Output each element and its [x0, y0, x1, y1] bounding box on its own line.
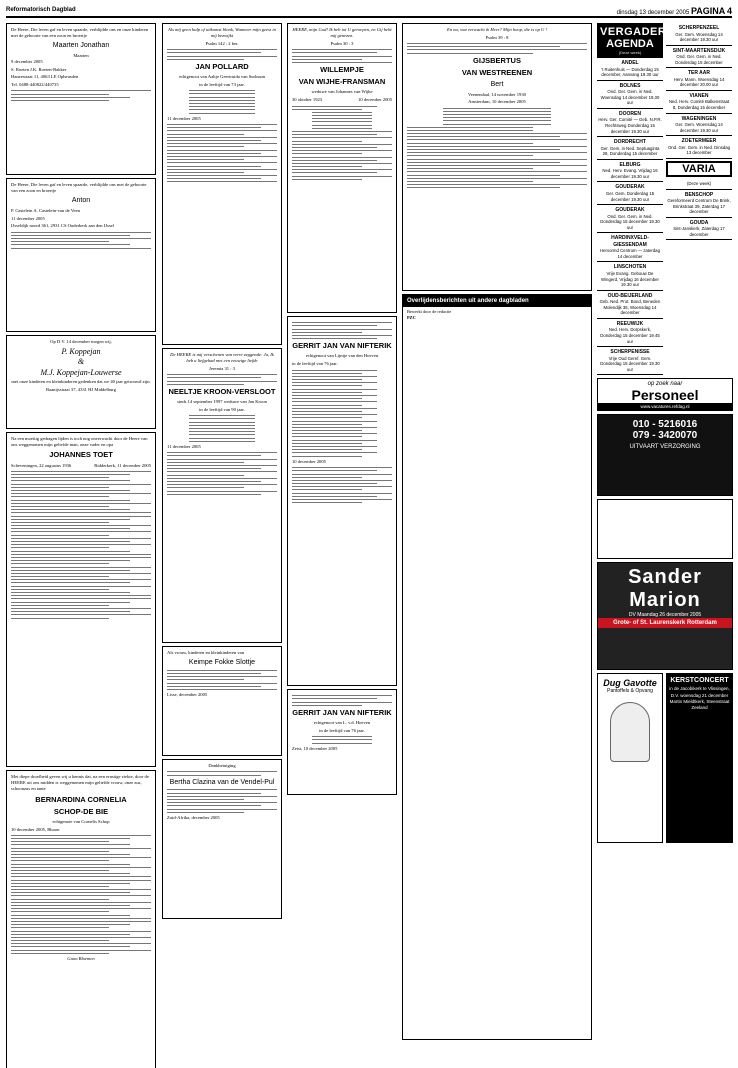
agenda-item-place: BOLNES — [619, 82, 641, 89]
agenda-item-text: Vrije Evang. Gebouw De Wingerd, Vrijdag 16 december 19.30 uur — [601, 270, 659, 288]
death-notice-van-wijhe: HEERE, mijn God! Ik heb tot U geroepen, en Gij hebt mij genezen. Psalm 30 : 3 WILLEMPJE VAN WIJHE-FRANSMAN weduwe van Johannes van Wijhe 30 oktober 1923 10 december 2005 — [287, 23, 397, 313]
agenda-item-place: DORDRECHT — [614, 139, 646, 146]
agenda-item — [597, 291, 663, 319]
agenda-item-place: GOUDERAK — [615, 207, 645, 214]
dug-gavotte-ad: Dug Gavotte Pantoffels & Opvang — [597, 673, 663, 843]
varia-header: VARIA — [666, 161, 732, 177]
agenda-item-text: Ger. Gem. Woensdag 14 december 19.30 uur — [675, 122, 723, 133]
agenda-item-text: Ger. Gem. Donderdag 15 december 19.30 uur — [605, 190, 655, 202]
agenda-item — [666, 136, 732, 159]
obituaries-other-papers: Overlijdensberichten uit andere dagbladen Bewerkt door de redactie PZC — [402, 294, 592, 1040]
deceased-name: Keimpe Fokke Slottje — [188, 659, 256, 667]
agenda-item-text: Ned. Herv. Dorpskerk, Donderdag 15 december 19.45 uur — [600, 327, 660, 344]
deceased-name: GERRIT JAN VAN NIFTERIK — [292, 341, 392, 351]
agenda-item-text: 't Ruitenhuis — Donderdag 15 december, Aanvang 19.30 uur — [601, 66, 659, 78]
christmas-concert-ad: KERSTCONCERT in de Jacobikerk te Vlissingen, D.V. woensdag 21 december Martin Mieldtkerk, Steenstraat Zeeland — [666, 673, 733, 843]
agenda-item-text: Ond. Ger. Gem. in Ned. Donderdag 15 december 19.30 uur — [600, 213, 660, 230]
agenda-item-text: Herv. Ger. Comité — Geb. N.P.R. Rechtsweg Donderdag 15 december 19.30 uur — [598, 117, 662, 134]
child-name: Anton — [71, 197, 91, 205]
deceased-name: WILLEMPJE — [320, 65, 364, 75]
column-4 — [402, 23, 592, 1043]
agenda-item — [597, 182, 663, 205]
agenda-item-text: Sint-Janskerk, Zaterdag 17 december — [673, 226, 725, 237]
deceased-name: NEELTJE KROON-VERSLOOT — [168, 387, 276, 396]
agenda-item — [666, 114, 732, 137]
agenda-item — [666, 190, 732, 218]
agenda-item — [666, 218, 732, 241]
text-lines — [11, 232, 151, 249]
column-5 — [597, 23, 733, 846]
agenda-item-text: Vrije Oud Geref. Gem. Donderdag 15 december 19.30 uur — [600, 355, 660, 372]
agenda-item-place: TER AAR — [687, 70, 711, 77]
section-pzc: PZC — [407, 315, 416, 321]
vacancy-link[interactable]: www.vacatures.refdag.nl — [598, 403, 732, 410]
newspaper-name: Reformatorisch Dagblad — [6, 7, 76, 13]
agenda-item — [666, 23, 732, 46]
agenda-item — [666, 91, 732, 114]
meeting-agenda: VERGADER- AGENDA (Deze week) ANDEL 't Ruitenhuis — Donderdag 15 december, Aanvang 19.30 uur BOLNES Ond. Ger. Gem. in Ned. Woensdag 14 december 19.30 uur DOOREN Herv. Ger. Comité — Geb. N.P.R. Rechtsweg Donderdag 15 december 19.30 uur DORDRECHT Ger. Gem. in Ned. Septuaginta 28, Donderdag 15 december ELBURG Ned. Herv. Evang. Vrijdag 16 december 19.30 uur GOUDERAK Ger. Gem. Donderdag 15 december 19.30 uur GOUDERAK Ond. Ger. Gem. in Ned. Donderdag 15 december 19.30 uur HARDINXVELD-GIESSENDAM Hervormd Centrum — zaterdag 14 december LINSCHOTEN Vrije Evang. Gebouw De Wingerd, Vrijdag 16 december 19.30 uur OUD-BEIJERLAND Geb. Ned. Prot. Bond, Beneden Molendijk 35, Woensdag 14 december REEUWIJK Ned. Herv. Dorpskerk, Donderdag 15 december 19.45 uur SCHERPENISSE Vrije Oud Geref. Gem. Donderdag 15 december 19.30 uur SCHERPENZEEL Ger. Gem. Woensdag 14 december 19.30 uur SINT-MAARTENSDIJK Ond. Ger. Gem. in Ned. Donderdag 15 december TER AAR Herv. Mann. Woensdag 14 december 20.00 uur VIANEN Ned. Herv. Comité Balkenstraat 8, Donderdag 15 december WAGENINGEN Ger. Gem. Woensdag 14 december 19.30 uur ZOETERMEER Ond. Ger. Gem. in Ned. Dinsdag 13 december VARIA (Deze week) BENSCHOP Gereformeerd Centrum De Brink, Brinkstraat 39, Zaterdag 17 december GOUDA Sint-Janskerk, Zaterdag 17 december — [597, 23, 733, 375]
agenda-item — [597, 319, 663, 347]
death-notice-pollard: Als mij geen hulp of uitkomst blonk, Wanneer mijn geest in mij bezwijkt Psalm 142 : 2 ber. JAN POLLARD echtgenoot van Aaltje Geertruida van Surksum in de leeftijd van 73 jaar. 11 december 2005 — [162, 23, 282, 345]
agenda-item-place: WAGENINGEN — [681, 115, 717, 122]
agenda-header: VERGADER- AGENDA (Deze week) — [597, 23, 663, 58]
page-date: dinsdag 13 december 2005 PAGINA 4 — [616, 6, 732, 16]
agenda-item — [597, 262, 663, 290]
agenda-item-place: GOUDERAK — [615, 184, 645, 191]
agenda-item-place: SCHERPENZEEL — [678, 25, 720, 31]
agenda-item-place: ELBURG — [619, 161, 641, 168]
concert-ad: Sander Marion DV Maandag 26 december 2005 Grote- of St. Laurenskerk Rotterdam — [597, 562, 733, 670]
birth-announcement-1: De Heere, Die leven gaf en leven spaarde, verblijdde ons en onze kinderen met de geboorte van een zoon en broertje Maarten Jonathan Maarten 9 december 2005 S. Roeten J.K. Roeten-Bakker Hanzestraat 11, 4063 LE Opheusden Tel. 0488-440822/440735 — [6, 23, 156, 175]
deceased-name: JAN POLLARD — [195, 62, 249, 71]
text-lines — [11, 835, 151, 954]
agenda-item — [597, 233, 663, 262]
thank-you-slottje: Als vrouw, kinderen en kleinkinderen van Keimpe Fokke Slottje Lisse, december 2005 — [162, 646, 282, 756]
death-notice-van-nifterik-2: GERRIT JAN VAN NIFTERIK echtgenoot van L. v.d. Hoeven in de leeftijd van 76 jaar. Zeist, 10 december 2005 — [287, 689, 397, 795]
deceased-name: JOHANNES TOET — [49, 450, 113, 460]
funeral-service-ad: 010 - 5216016 079 - 3420070 UITVAART VERZORGING — [597, 414, 733, 496]
agenda-item-place: SCHERPENISSE — [610, 349, 650, 356]
column-1 — [6, 23, 156, 1068]
deceased-name: GIJSBERTUS — [473, 55, 521, 65]
agenda-item-place: HARDINXVELD-GIESSENDAM — [611, 235, 649, 248]
agenda-item-place: REEUWIJK — [616, 320, 644, 327]
agenda-item-place: BENSCHOP — [684, 191, 714, 198]
agenda-item-text: Geb. Ned. Prot. Bond, Beneden Molendijk 35, Woensdag 14 december — [599, 299, 661, 316]
agenda-item-text: Gereformeerd Centrum De Brink, Brinkstraat 39, Zaterdag 17 december — [667, 198, 731, 215]
agenda-list-left — [597, 58, 663, 375]
death-notice-van-nifterik-1: GERRIT JAN VAN NIFTERIK echtgenoot van Lijntje van den Hoeven in de leeftijd van 76 jaar. 10 december 2005 — [287, 316, 397, 686]
anniversary-announcement: Op D.V. 14 december mogen wij, P. Koppejan & M.J. Koppejan-Louwerse met onze kinderen en kleinkinderen gedenken dat we 40 jaar getrouwd zijn. Baanijsstraat 37, 4331 HJ Middelburg — [6, 335, 156, 429]
agenda-item-text: Ned. Herv. Comité Balkenstraat 8, Donderdag 15 december — [668, 99, 730, 111]
slipper-image — [610, 702, 650, 762]
death-notice-van-westreenen: En nu, wat verwacht ik Heer? Mijn hoop, die is op U ! Psalm 39 : 8 GIJSBERTUS VAN WESTREENEN Bert Veenendaal, 14 november 1930 Amsterdam, 10 december 2005 — [402, 23, 592, 291]
birth-announcement-2: De Heere, Die leven gaf en leven spaarde, verblijdde ons met de geboorte van een zoon en broertje Anton P. Castelein A. Castelein-van de Veen 11 december 2005 IJsseldijk noord 361, 2931 CS Ouderkerk aan den IJssel — [6, 178, 156, 332]
thank-you-vendel: Dankbetuiging Bertha Clazina van de Vendel-Pul Zuid-Afrika, december 2005 — [162, 759, 282, 919]
agenda-item — [597, 109, 663, 137]
column-3 — [287, 23, 397, 798]
agenda-item — [597, 205, 663, 233]
agenda-item-text: Ger. Gem. Woensdag 14 december 19.30 uur — [675, 31, 723, 43]
agenda-item-text: Herv. Mann. Woensdag 14 december 20.00 uur — [673, 76, 725, 88]
death-notice-kroon: De HEERE is mij verschenen van verre zeggende: Ja, Ik heb u liefgehad met een eeuwige liefde Jeremia 31 : 3 NEELTJE KROON-VERSLOOT sinds 14 september 1997 weduwe van Jan Kroon in de leeftijd van 90 jaar. 11 december 2005 — [162, 348, 282, 643]
agenda-item — [597, 347, 663, 375]
deceased-name: Bertha Clazina van de Vendel-Pul — [169, 778, 275, 786]
text-lines — [11, 471, 151, 619]
text-lines — [11, 90, 151, 101]
agenda-item-place: SINT-MAARTENSDIJK — [672, 47, 726, 54]
agenda-item — [597, 58, 663, 81]
agenda-item-text: Hervormd Centrum — zaterdag 14 december — [600, 248, 660, 259]
agenda-item-place: GOUDA — [689, 219, 709, 226]
death-notice-schop: Met diepe droefheid geven wij u kennis dat, na een ernstige ziekte, door de HEERE uit ons midden is weggenomen mijn geliefde vrouw, onze zus, schoonzus en tante BERNARDINA CORNELIA SCHOP-DE BIE echtgenote van Cornelis Schop 10 december 2005, Rhoon Gaon Bloemen — [6, 770, 156, 1068]
page-number: 4 — [726, 6, 732, 16]
deceased-name: BERNARDINA CORNELIA — [35, 794, 127, 804]
agenda-list-right — [666, 23, 732, 159]
child-name: Maarten Jonathan — [52, 42, 110, 50]
page-header — [6, 6, 732, 18]
agenda-item-place: VIANEN — [689, 92, 709, 99]
agenda-item — [666, 68, 732, 91]
agenda-item-text: Ger. Gem. in Ned. Septuaginta 28, Donderdag 15 december — [600, 145, 660, 157]
death-notice-toet: Na een moeitig gedragen lijden is toch nog onverwacht door de Heere van ons weggenomen mijn geliefde man, onze vader en opa JOHANNES TOET Scheveningen, 22 augustus 1936 Ridderkerk, 11 december 2005 — [6, 432, 156, 767]
box-title: Overlijdensberichten uit andere dagbladen — [403, 295, 591, 307]
deceased-name: GERRIT JAN VAN NIFTERIK — [292, 707, 392, 717]
agenda-item-text: Ond. Ger. Gem. in Ned. Dinsdag 13 december — [667, 144, 731, 156]
agenda-item-text: Ned. Herv. Evang. Vrijdag 16 december 19.30 uur — [602, 168, 658, 179]
personeel-ad[interactable]: op zoek naar Personeel www.vacatures.refdag.nl — [597, 378, 733, 411]
agenda-item — [597, 81, 663, 109]
agenda-item-place: DOOREN — [619, 110, 641, 117]
agenda-item-text: Ond. Ger. Gem. in Ned. Donderdag 15 december — [675, 54, 723, 65]
agenda-item-place: LINSCHOTEN — [613, 264, 647, 271]
varia-list — [666, 190, 732, 241]
funeral-services-ad — [597, 499, 733, 559]
agenda-item — [597, 137, 663, 160]
agenda-item-text: Ond. Ger. Gem. in Ned. Woensdag 14 december 19.30 uur — [600, 89, 660, 106]
agenda-item — [597, 160, 663, 183]
agenda-item-place: ANDEL — [621, 60, 639, 66]
agenda-item-place: ZOETERMEER — [681, 138, 717, 145]
column-2 — [162, 23, 282, 922]
agenda-item-place: OUD-BEIJERLAND — [607, 292, 653, 299]
agenda-item — [666, 46, 732, 69]
